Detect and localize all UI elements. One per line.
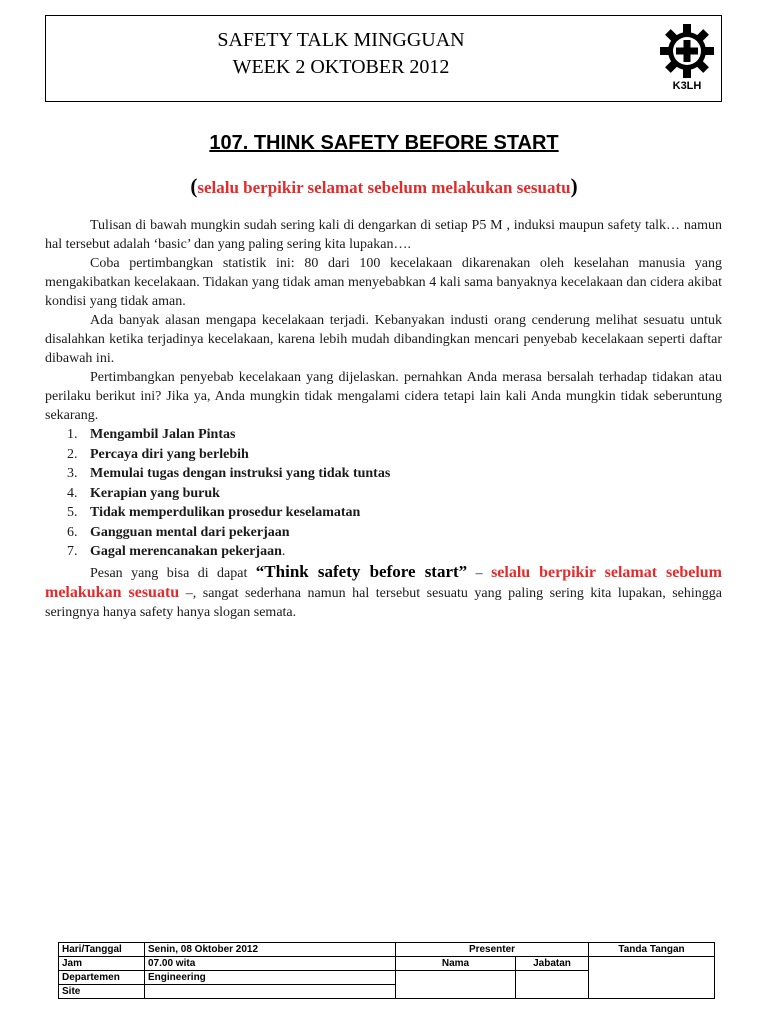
header-week: WEEK 2 OKTOBER 2012 (232, 56, 450, 78)
list-item (45, 445, 722, 465)
presenter-header: Presenter (396, 943, 589, 957)
hari-label: Hari/Tanggal (59, 943, 145, 957)
jam-label: Jam (59, 957, 145, 971)
list-number: 3. (67, 466, 78, 481)
list-item (45, 425, 722, 445)
list-item (45, 523, 722, 543)
list-item (45, 542, 722, 562)
list-item (45, 503, 722, 523)
closing-rest: –, sangat sederhana namun hal tersebut sesuatu yang paling sering kita lupakan, sehingga seringnya hanya safety hanya slogan semata. (45, 585, 723, 620)
subtitle-close-paren: ) (570, 174, 578, 198)
paragraph: Tulisan di bawah mungkin sudah sering kali di dengarkan di setiap P5 M , induksi maupun safety talk… namun hal tersebut adalah ‘basic’ dan yang paling sering kita lupakan…. (45, 218, 722, 252)
dept-value: Engineering (145, 971, 396, 985)
closing-dash: – (467, 565, 492, 581)
list-item (45, 464, 722, 484)
closing-paragraph (45, 562, 722, 622)
jabatan-header: Jabatan (516, 957, 589, 971)
list-number: 5. (67, 505, 78, 520)
list-number: 7. (67, 544, 78, 559)
list-item-text: Gagal merencanakan pekerjaan (90, 544, 282, 559)
subtitle-open-paren: ( (190, 174, 198, 198)
table-row (59, 943, 715, 957)
footer-table (58, 942, 715, 999)
site-label: Site (59, 985, 145, 999)
header-title: SAFETY TALK MINGGUAN (217, 29, 465, 51)
logo-text: K3LH (672, 80, 702, 92)
table-row (59, 957, 715, 971)
signature-cell (589, 957, 715, 999)
closing-intro: Pesan yang bisa di dapat (90, 565, 256, 581)
dept-label: Departemen (59, 971, 145, 985)
list-number: 1. (67, 427, 78, 442)
site-value (145, 985, 396, 999)
list-item-text: Gangguan mental dari pekerjaan (90, 524, 290, 540)
list-item-text: Mengambil Jalan Pintas (90, 427, 236, 442)
list-item (45, 484, 722, 504)
paragraph: Coba pertimbangkan statistik ini: 80 dari 100 kecelakaan dikarenakan oleh keselahan manusia yang mengakibatkan kecelakaan. Tidakan yang tidak aman menyebabkan 4 kali sama banyaknya kecelakaan dan cidera akibat kondisi yang tidak aman. (45, 256, 722, 309)
closing-red-text: selalu berpikir selamat sebelum melakukan sesuatu (45, 563, 723, 601)
list-item-suffix: . (281, 544, 286, 559)
list-item-text: Kerapian yang buruk (90, 485, 220, 501)
hari-value: Senin, 08 Oktober 2012 (145, 943, 396, 957)
nama-header: Nama (396, 957, 516, 971)
paragraph: Ada banyak alasan mengapa kecelakaan terjadi. Kebanyakan industi orang cenderung melihat sesuatu untuk disalahkan ketika terjadinya kecelakaan, karena lebih mudah dibandingkan mencari penyebab kecelakaan seperti daftar dibawah ini. (45, 313, 722, 366)
body-text (45, 216, 722, 622)
jabatan-cell (516, 971, 589, 999)
list-item-text: Tidak memperdulikan prosedur keselamatan (90, 505, 361, 520)
page-title: 107. THINK SAFETY BEFORE START (209, 132, 559, 154)
paragraph: Pertimbangkan penyebab kecelakaan yang dijelaskan. pernahkan Anda merasa bersalah terhadap tidakan atau perilaku berikut ini? Jika ya, Anda mungkin tidak mengalami cidera tetapi lain kali Anda mungkin tidak seberuntung sekarang. (45, 370, 722, 423)
tanda-tangan-header: Tanda Tangan (589, 943, 715, 957)
nama-cell (396, 971, 516, 999)
jam-value: 07.00 wita (145, 957, 396, 971)
k3lh-logo (658, 24, 716, 96)
list-item-text: Memulai tugas dengan instruksi yang tidak tuntas (90, 466, 391, 481)
closing-quote: “Think safety before start” (255, 561, 468, 581)
list-number: 4. (67, 485, 78, 501)
list-number: 2. (67, 446, 78, 462)
header-box (45, 15, 722, 102)
list-item-text: Percaya diri yang berlebih (90, 446, 249, 462)
accident-cause-list (45, 425, 722, 562)
gear-cross-icon (658, 24, 716, 80)
list-number: 6. (67, 524, 78, 540)
subtitle (0, 174, 768, 199)
subtitle-text: selalu berpikir selamat sebelum melakukan sesuatu (197, 178, 571, 197)
